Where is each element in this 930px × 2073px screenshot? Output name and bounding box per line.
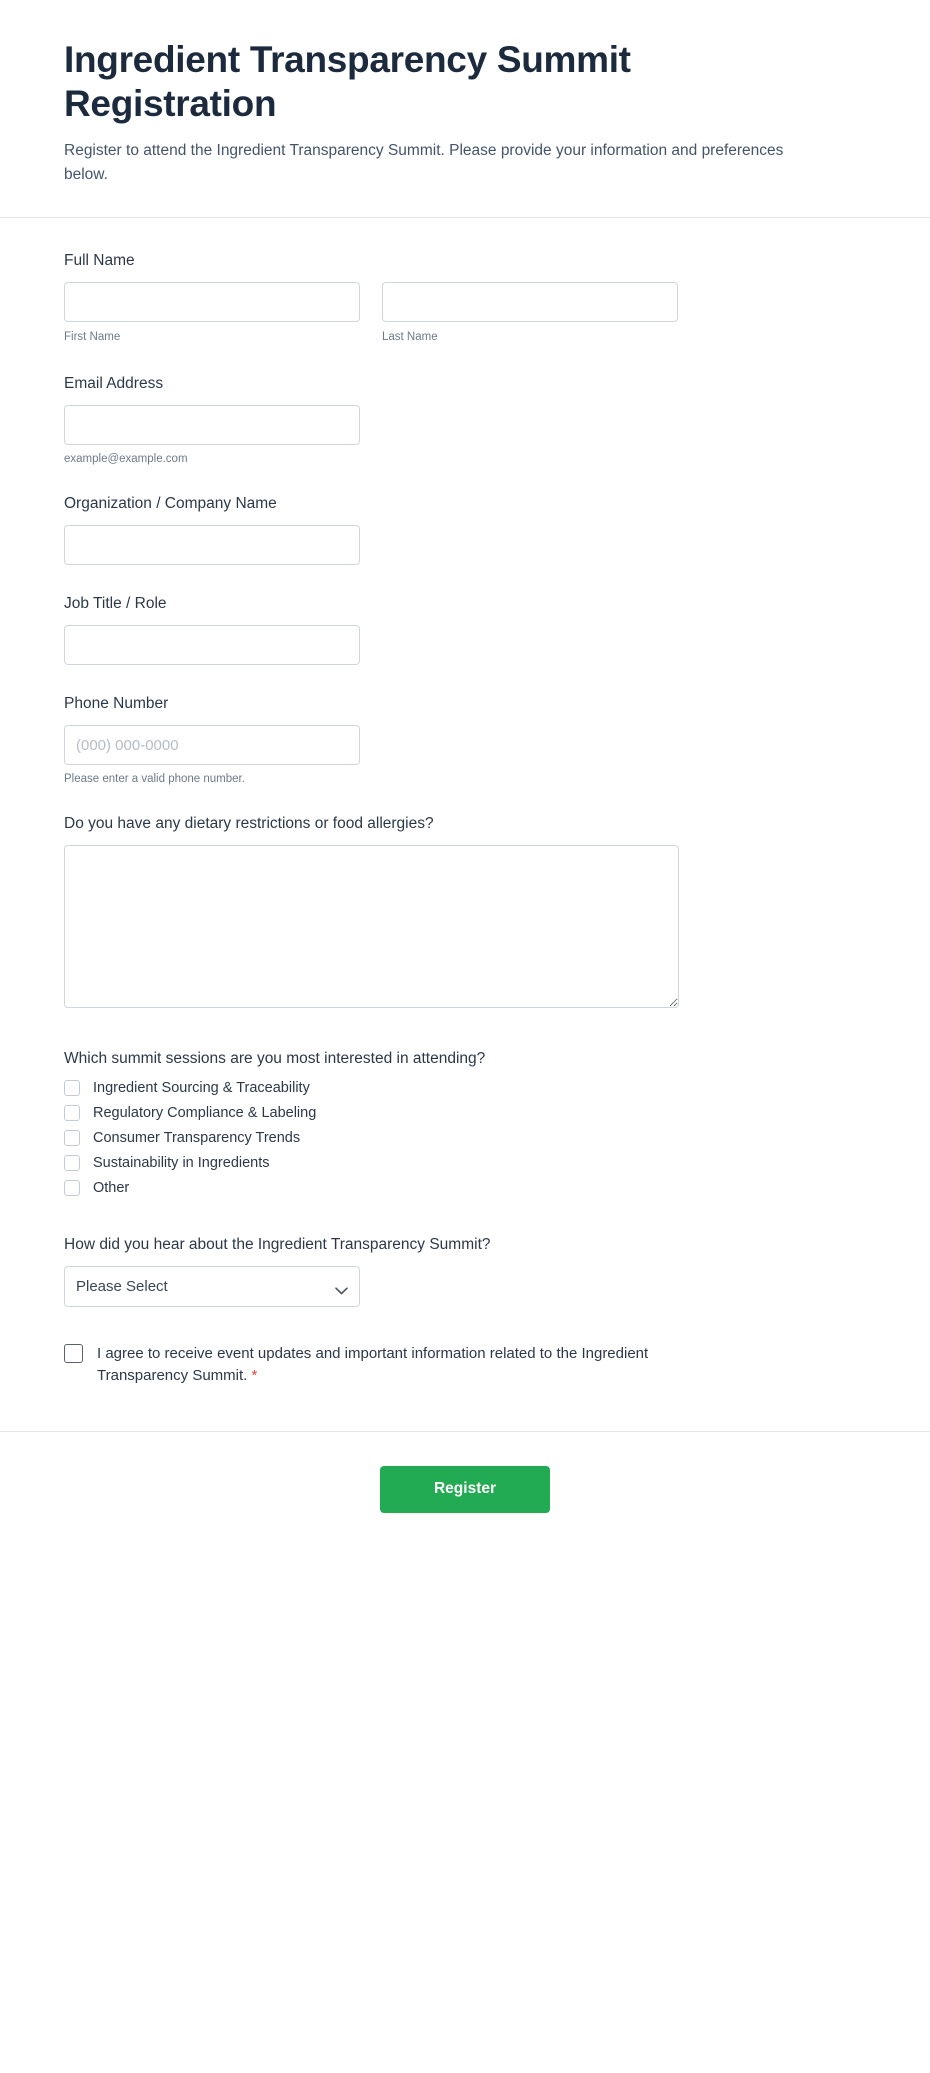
sessions-option-2[interactable] <box>64 1130 866 1146</box>
dietary-label: Do you have any dietary restrictions or food allergies? <box>64 815 434 833</box>
first-name-input[interactable] <box>64 282 360 322</box>
checkbox-icon[interactable] <box>64 1130 80 1146</box>
field-organization <box>64 495 866 565</box>
sessions-option-4[interactable] <box>64 1180 866 1196</box>
checkbox-icon[interactable] <box>64 1080 80 1096</box>
email-input[interactable] <box>64 405 360 445</box>
field-full-name <box>64 252 866 345</box>
job-title-label: Job Title / Role <box>64 595 167 613</box>
organization-input[interactable] <box>64 525 360 565</box>
email-hint: example@example.com <box>64 453 188 466</box>
full-name-row <box>64 282 866 345</box>
sessions-label: Which summit sessions are you most interested in attending? <box>64 1050 486 1068</box>
sessions-option-label: Other <box>93 1180 130 1197</box>
consent-text <box>97 1343 684 1387</box>
referral-select[interactable] <box>64 1266 360 1307</box>
sessions-option-3[interactable] <box>64 1155 866 1171</box>
required-marker: * <box>251 1367 258 1385</box>
register-button[interactable]: Register <box>380 1466 550 1513</box>
checkbox-icon[interactable] <box>64 1155 80 1171</box>
field-email <box>64 375 866 465</box>
sessions-option-0[interactable] <box>64 1080 866 1096</box>
field-referral <box>64 1236 866 1307</box>
consent-label: I agree to receive event updates and important information related to the Ingredient Transparency Summit. <box>97 1345 649 1385</box>
phone-hint: Please enter a valid phone number. <box>64 773 245 786</box>
form-footer <box>0 1431 930 1553</box>
referral-select-wrap <box>64 1266 360 1307</box>
checkbox-icon[interactable] <box>64 1180 80 1196</box>
job-title-input[interactable] <box>64 625 360 665</box>
sessions-checkbox-group <box>64 1080 866 1196</box>
last-name-col <box>382 282 678 345</box>
sessions-option-label: Regulatory Compliance & Labeling <box>93 1105 317 1122</box>
form-body <box>0 218 930 1431</box>
field-job-title <box>64 595 866 665</box>
email-label: Email Address <box>64 375 164 393</box>
field-phone <box>64 695 866 785</box>
sessions-option-label: Ingredient Sourcing & Traceability <box>93 1080 310 1097</box>
field-dietary <box>64 815 866 1008</box>
phone-label: Phone Number <box>64 695 169 713</box>
form-header <box>0 0 930 218</box>
last-name-sublabel: Last Name <box>382 331 438 344</box>
last-name-input[interactable] <box>382 282 678 322</box>
phone-input[interactable] <box>64 725 360 765</box>
consent-checkbox-icon[interactable] <box>64 1344 83 1363</box>
sessions-option-1[interactable] <box>64 1105 866 1121</box>
first-name-col <box>64 282 360 345</box>
sessions-option-label: Consumer Transparency Trends <box>93 1130 301 1147</box>
full-name-label: Full Name <box>64 252 135 270</box>
page-title: Ingredient Transparency Summit Registration <box>64 39 631 124</box>
organization-label: Organization / Company Name <box>64 495 277 513</box>
field-sessions <box>64 1050 866 1196</box>
form-subtitle: Register to attend the Ingredient Transparency Summit. Please provide your information and preferences below. <box>64 142 784 184</box>
first-name-sublabel: First Name <box>64 331 121 344</box>
dietary-textarea[interactable] <box>64 845 679 1008</box>
consent-row[interactable] <box>64 1343 684 1387</box>
checkbox-icon[interactable] <box>64 1105 80 1121</box>
sessions-option-label: Sustainability in Ingredients <box>93 1155 270 1172</box>
referral-label: How did you hear about the Ingredient Transparency Summit? <box>64 1236 491 1254</box>
